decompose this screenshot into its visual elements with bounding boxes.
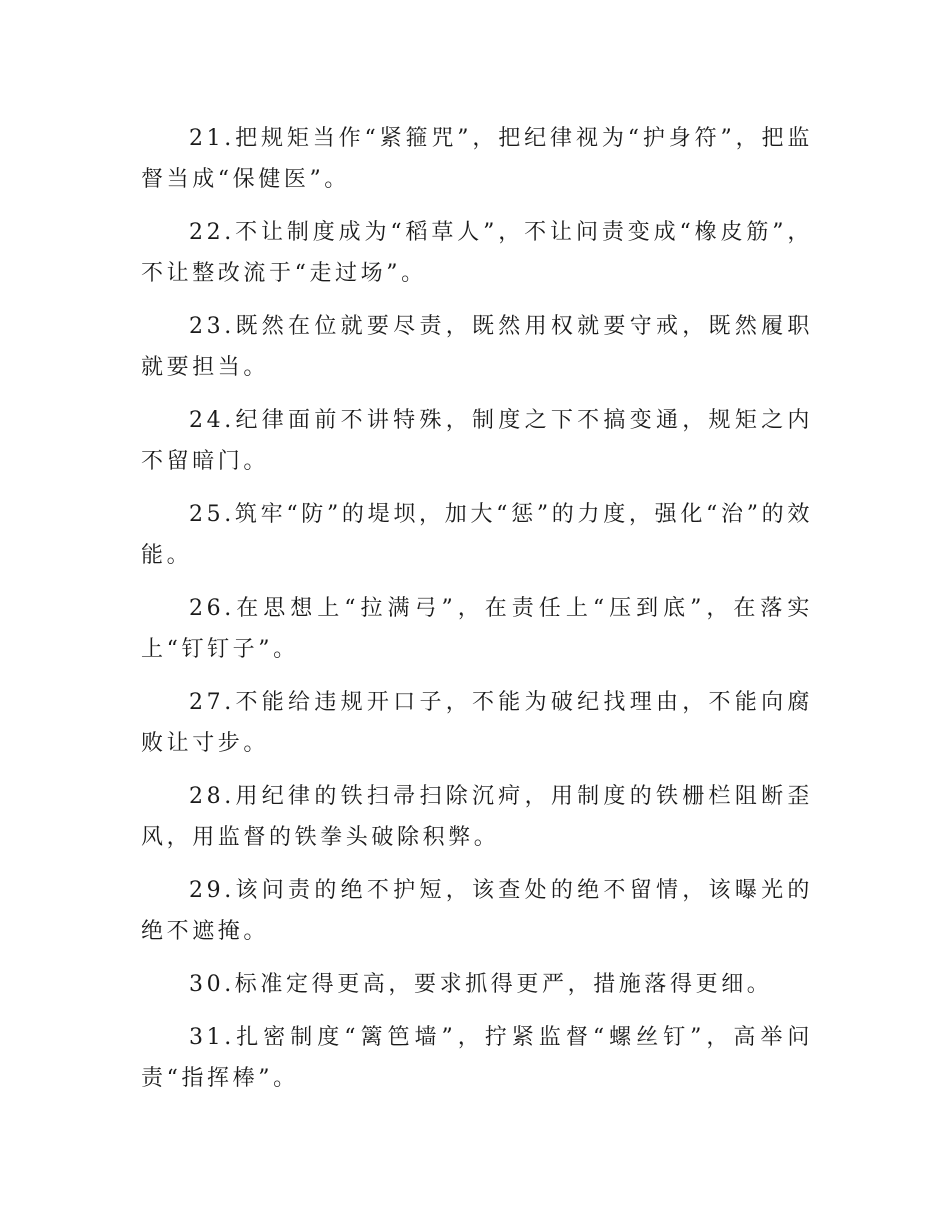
paragraph-25: 25.筑牢“防”的堤坝，加大“惩”的力度，强化“治”的效能。 (141, 502, 813, 568)
paragraph-26: 26.在思想上“拉满弓”，在责任上“压到底”，在落实上“钉钉子”。 (141, 596, 813, 662)
paragraph-30: 30.标准定得更高，要求抓得更严，措施落得更细。 (189, 972, 773, 997)
paragraph-29: 29.该问责的绝不护短，该查处的绝不留情，该曝光的绝不遮掩。 (141, 878, 813, 944)
paragraph-28: 28.用纪律的铁扫帚扫除沉疴，用制度的铁栅栏阻断歪风，用监督的铁拳头破除积弊。 (141, 784, 813, 850)
paragraph-31: 31.扎密制度“篱笆墙”，拧紧监督“螺丝钉”，高举问责“指挥棒”。 (141, 1025, 813, 1091)
document-body (141, 118, 813, 1111)
paragraph-27: 27.不能给违规开口子，不能为破纪找理由，不能向腐败让寸步。 (141, 690, 813, 756)
paragraph-21: 21.把规矩当作“紧箍咒”，把纪律视为“护身符”，把监督当成“保健医”。 (141, 126, 813, 192)
paragraph-22: 22.不让制度成为“稻草人”，不让问责变成“橡皮筋”，不让整改流于“走过场”。 (141, 220, 813, 286)
paragraph-24: 24.纪律面前不讲特殊，制度之下不搞变通，规矩之内不留暗门。 (141, 408, 813, 474)
paragraph-23: 23.既然在位就要尽责，既然用权就要守戒，既然履职就要担当。 (141, 314, 813, 380)
